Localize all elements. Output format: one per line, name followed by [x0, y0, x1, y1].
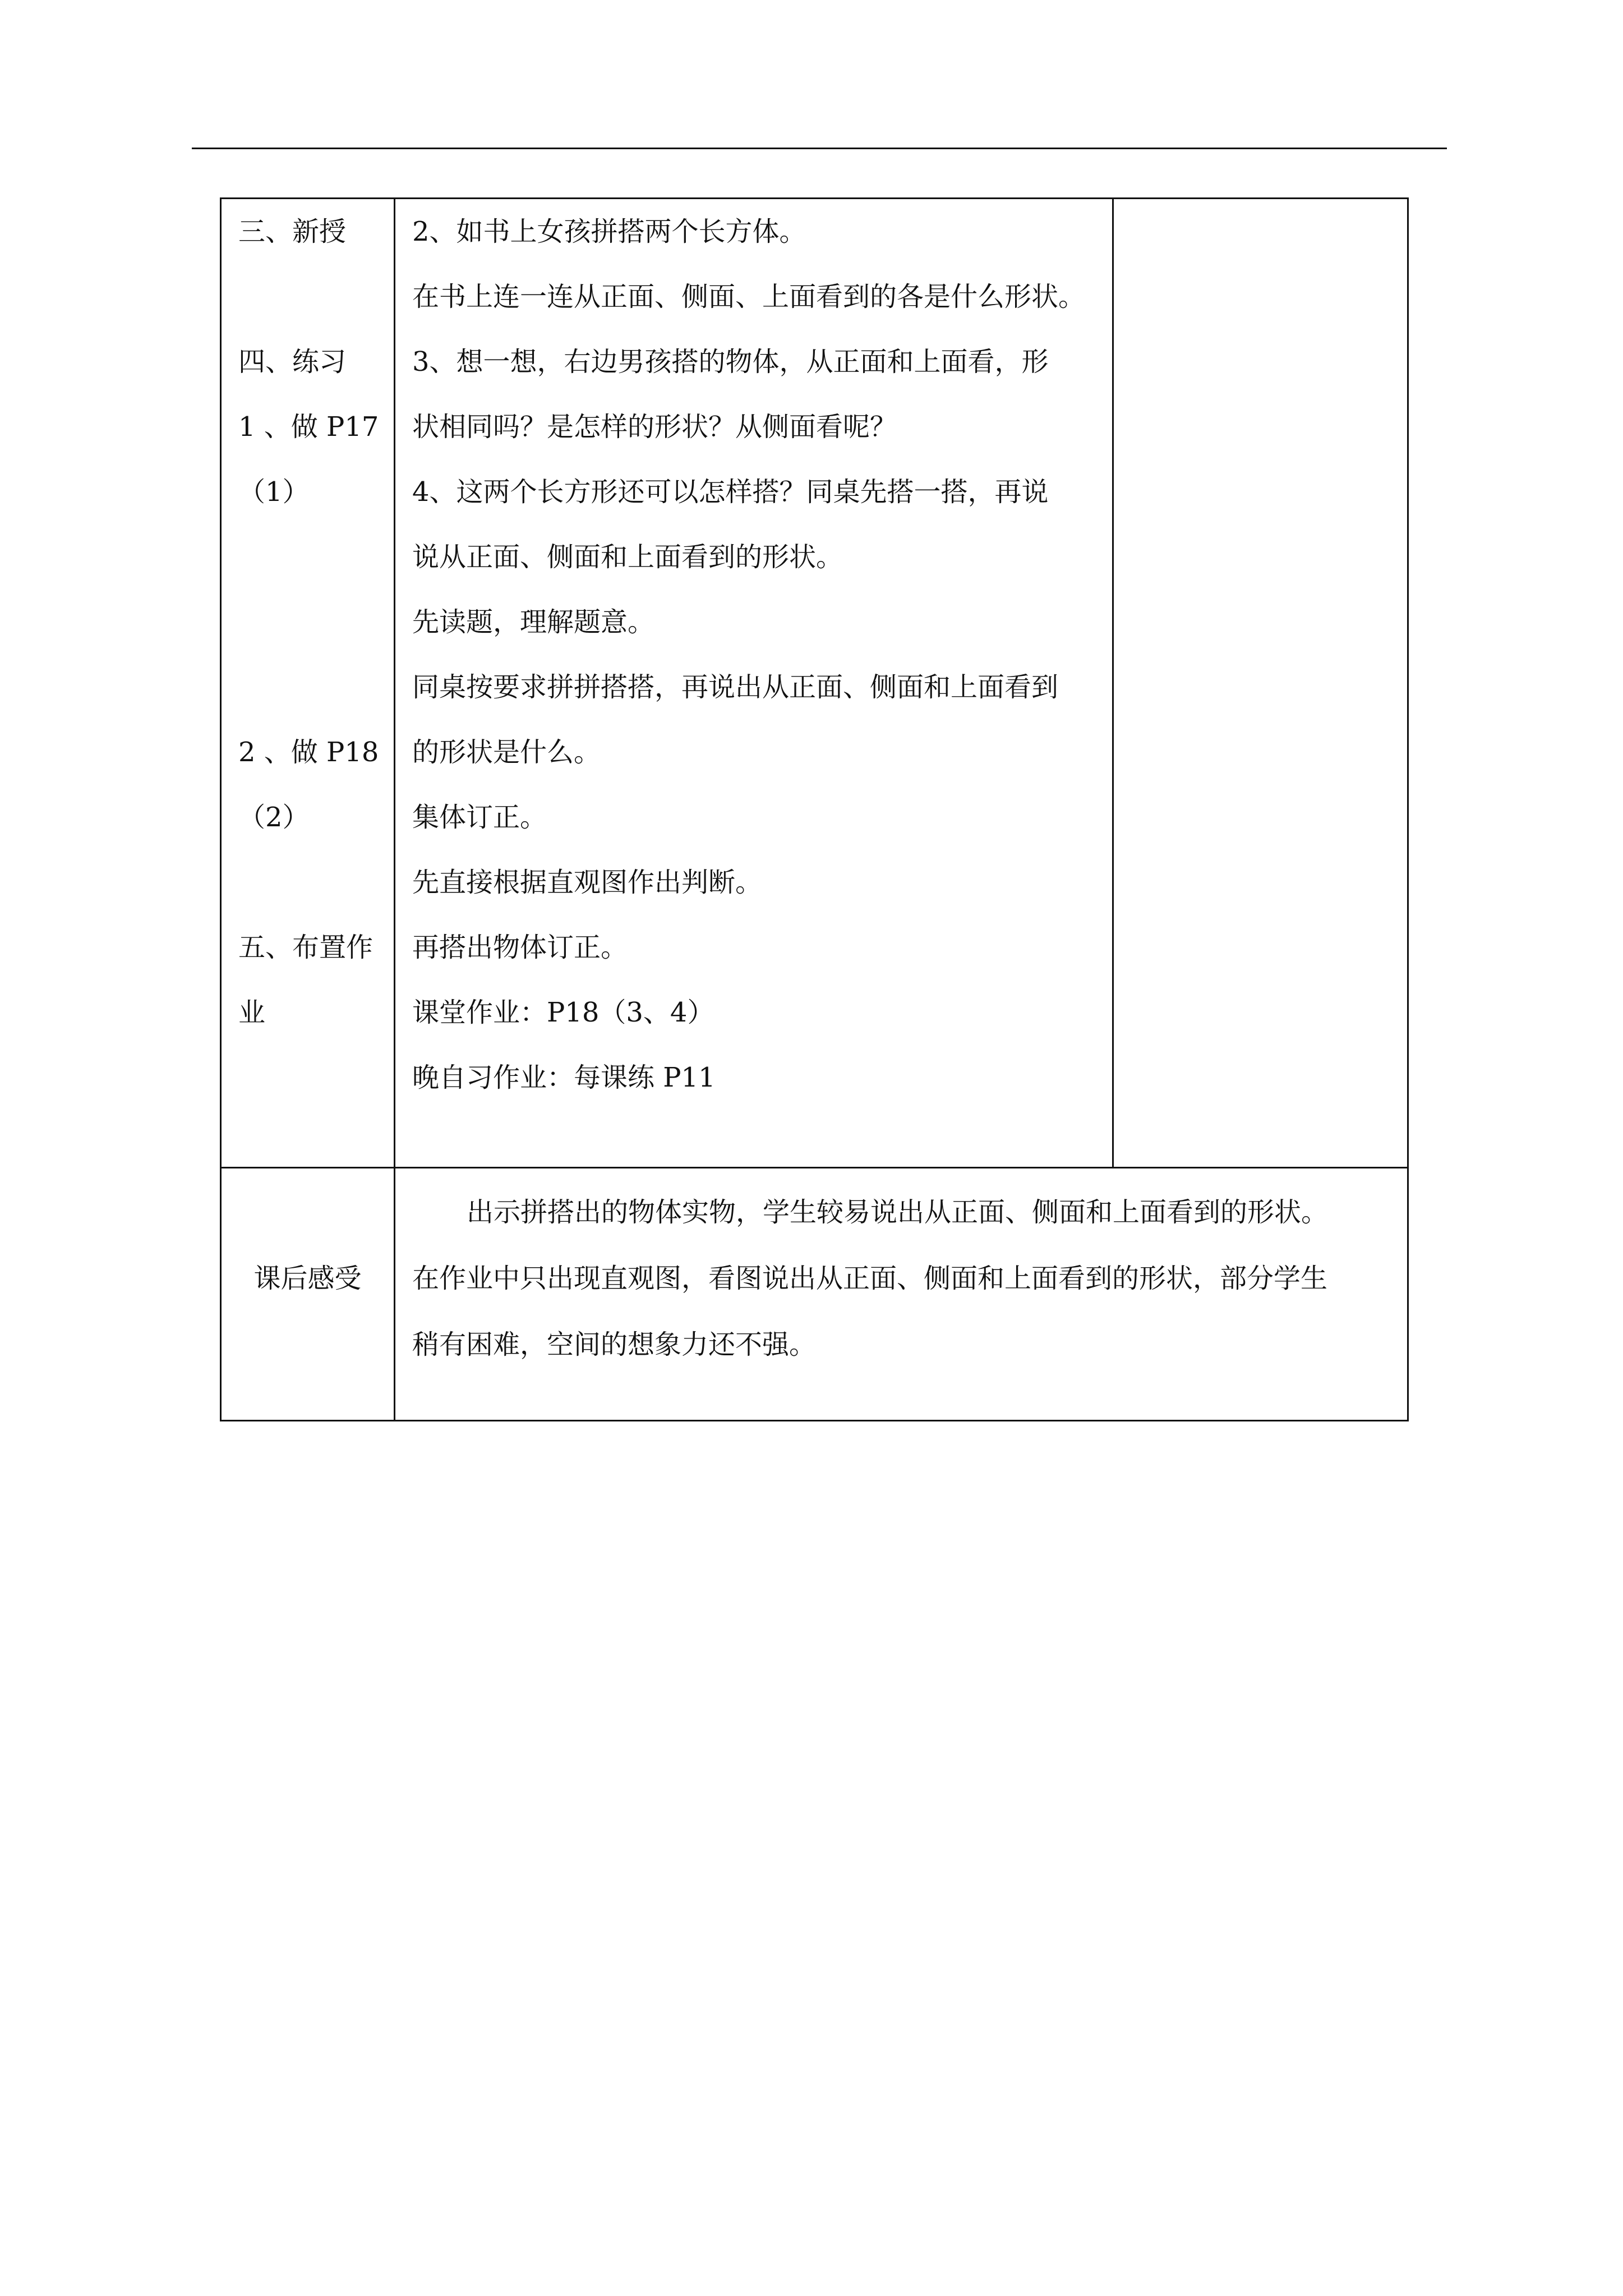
content-line: 4、这两个长方形还可以怎样搭？同桌先搭一搭，再说: [412, 476, 1049, 508]
content-line: 先直接根据直观图作出判断。: [412, 867, 763, 898]
content-line: 晚自习作业：每课练 P11: [412, 1062, 716, 1093]
content-line: 状相同吗？是怎样的形状？从侧面看呢？: [412, 411, 897, 443]
column-divider-right: [1112, 199, 1114, 1167]
content-line: 3、想一想，右边男孩搭的物体，从正面和上面看，形: [412, 346, 1049, 378]
row-divider: [222, 1167, 1409, 1168]
lesson-plan-table: [220, 197, 1409, 1421]
section-homework-cont: 业: [238, 997, 266, 1028]
practice-item-1: 1 、做 P17: [238, 411, 379, 443]
practice-item-2: 2 、做 P18: [238, 737, 379, 768]
content-line: 说从正面、侧面和上面看到的形状。: [412, 541, 843, 573]
reflection-label: 课后感受: [253, 1263, 362, 1294]
reflection-line: 稍有困难，空间的想象力还不强。: [412, 1329, 817, 1360]
section-homework: 五、布置作: [238, 932, 374, 963]
content-line: 同桌按要求拼拼搭搭，再说出从正面、侧面和上面看到: [412, 671, 1059, 703]
section-practice: 四、练习: [238, 346, 347, 378]
practice-item-2-sub: （2）: [238, 802, 310, 833]
column-divider-left: [394, 199, 395, 1421]
practice-item-1-sub: （1）: [238, 476, 310, 508]
reflection-line: 出示拼搭出的物体实物，学生较易说出从正面、侧面和上面看到的形状。: [467, 1197, 1329, 1228]
content-line: 再搭出物体订正。: [412, 932, 628, 963]
content-line: 在书上连一连从正面、侧面、上面看到的各是什么形状。: [412, 281, 1086, 312]
content-line: 先读题，理解题意。: [412, 606, 655, 638]
content-line: 课堂作业：P18（3、4）: [412, 997, 714, 1028]
header-rule: [192, 148, 1447, 149]
content-line: 2、如书上女孩拼搭两个长方体。: [412, 216, 806, 247]
content-line: 的形状是什么。: [412, 737, 601, 768]
section-new-lesson: 三、新授: [238, 216, 347, 247]
reflection-line: 在作业中只出现直观图，看图说出从正面、侧面和上面看到的形状，部分学生: [412, 1263, 1328, 1294]
content-line: 集体订正。: [412, 802, 547, 833]
